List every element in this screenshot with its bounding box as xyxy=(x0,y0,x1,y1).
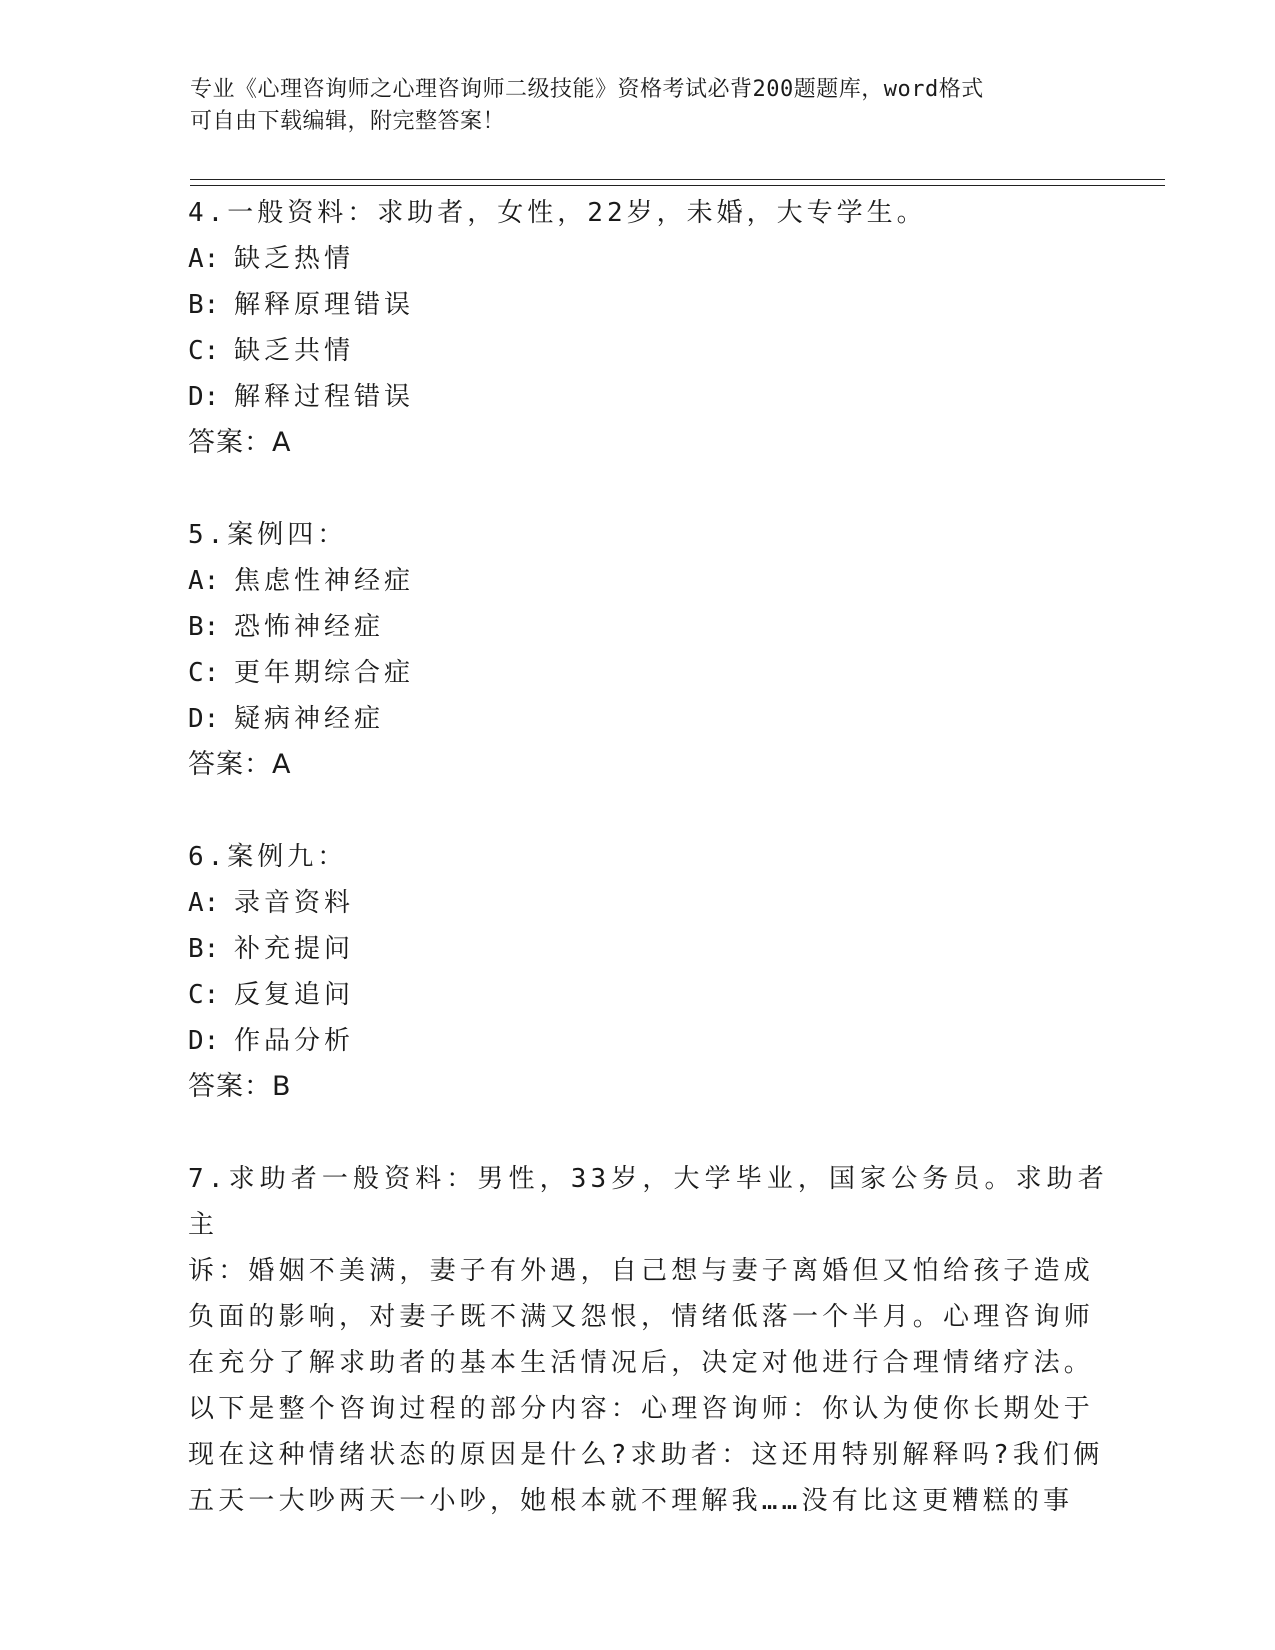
option-d xyxy=(188,374,1108,420)
option-letter: B: xyxy=(188,612,220,642)
option-text: 补充提问 xyxy=(234,934,355,964)
header-line-1: 专业《心理咨询师之心理咨询师二级技能》资格考试必背200题题库，word格式 xyxy=(190,77,984,102)
option-letter: A: xyxy=(188,244,220,274)
question-7-line: 诉：婚姻不美满，妻子有外遇，自己想与妻子离婚但又怕给孩子造成 xyxy=(188,1256,1095,1286)
question-5 xyxy=(188,512,1108,788)
option-letter: B: xyxy=(188,934,220,964)
answer-line: 答案：A xyxy=(188,749,292,780)
option-a xyxy=(188,880,1108,926)
header-divider xyxy=(190,179,1165,186)
option-text: 疑病神经症 xyxy=(234,704,385,734)
question-4 xyxy=(188,190,1108,466)
option-d xyxy=(188,696,1108,742)
option-b xyxy=(188,926,1108,972)
document-header xyxy=(190,74,1070,138)
option-text: 解释原理错误 xyxy=(234,290,415,320)
question-6 xyxy=(188,834,1108,1110)
option-d xyxy=(188,1018,1108,1064)
question-stem: 5.案例四： xyxy=(188,520,348,550)
option-letter: C: xyxy=(188,980,220,1010)
option-text: 焦虑性神经症 xyxy=(234,566,415,596)
option-b xyxy=(188,282,1108,328)
option-b xyxy=(188,604,1108,650)
question-7-line: 五天一大吵两天一小吵，她根本就不理解我……没有比这更糟糕的事 xyxy=(188,1486,1074,1516)
option-text: 恐怖神经症 xyxy=(234,612,385,642)
option-letter: C: xyxy=(188,336,220,366)
question-stem: 4.一般资料：求助者，女性，22岁，未婚，大专学生。 xyxy=(188,198,927,228)
question-7 xyxy=(188,1156,1108,1524)
question-list xyxy=(188,190,1108,1570)
option-text: 反复追问 xyxy=(234,980,355,1010)
option-letter: A: xyxy=(188,888,220,918)
question-7-line: 以下是整个咨询过程的部分内容：心理咨询师：你认为使你长期处于 xyxy=(188,1394,1095,1424)
option-letter: D: xyxy=(188,382,220,412)
header-line-2: 可自由下载编辑，附完整答案！ xyxy=(190,109,506,134)
question-7-line: 7.求助者一般资料：男性，33岁，大学毕业，国家公务员。求助者主 xyxy=(188,1164,1108,1240)
answer-line: 答案：B xyxy=(188,1071,292,1102)
option-c xyxy=(188,972,1108,1018)
option-text: 缺乏共情 xyxy=(234,336,355,366)
option-text: 解释过程错误 xyxy=(234,382,415,412)
option-letter: D: xyxy=(188,1026,220,1056)
option-text: 缺乏热情 xyxy=(234,244,355,274)
option-a xyxy=(188,236,1108,282)
option-a xyxy=(188,558,1108,604)
answer-line: 答案：A xyxy=(188,427,292,458)
option-letter: D: xyxy=(188,704,220,734)
question-7-line: 在充分了解求助者的基本生活情况后，决定对他进行合理情绪疗法。 xyxy=(188,1348,1095,1378)
option-c xyxy=(188,650,1108,696)
option-text: 作品分析 xyxy=(234,1026,355,1056)
question-stem: 6.案例九： xyxy=(188,842,348,872)
option-text: 更年期综合症 xyxy=(234,658,415,688)
option-letter: C: xyxy=(188,658,220,688)
option-letter: A: xyxy=(188,566,220,596)
option-letter: B: xyxy=(188,290,220,320)
question-7-line: 负面的影响，对妻子既不满又怨恨，情绪低落一个半月。心理咨询师 xyxy=(188,1302,1095,1332)
question-7-line: 现在这种情绪状态的原因是什么?求助者：这还用特别解释吗?我们俩 xyxy=(188,1440,1104,1470)
option-c xyxy=(188,328,1108,374)
option-text: 录音资料 xyxy=(234,888,355,918)
